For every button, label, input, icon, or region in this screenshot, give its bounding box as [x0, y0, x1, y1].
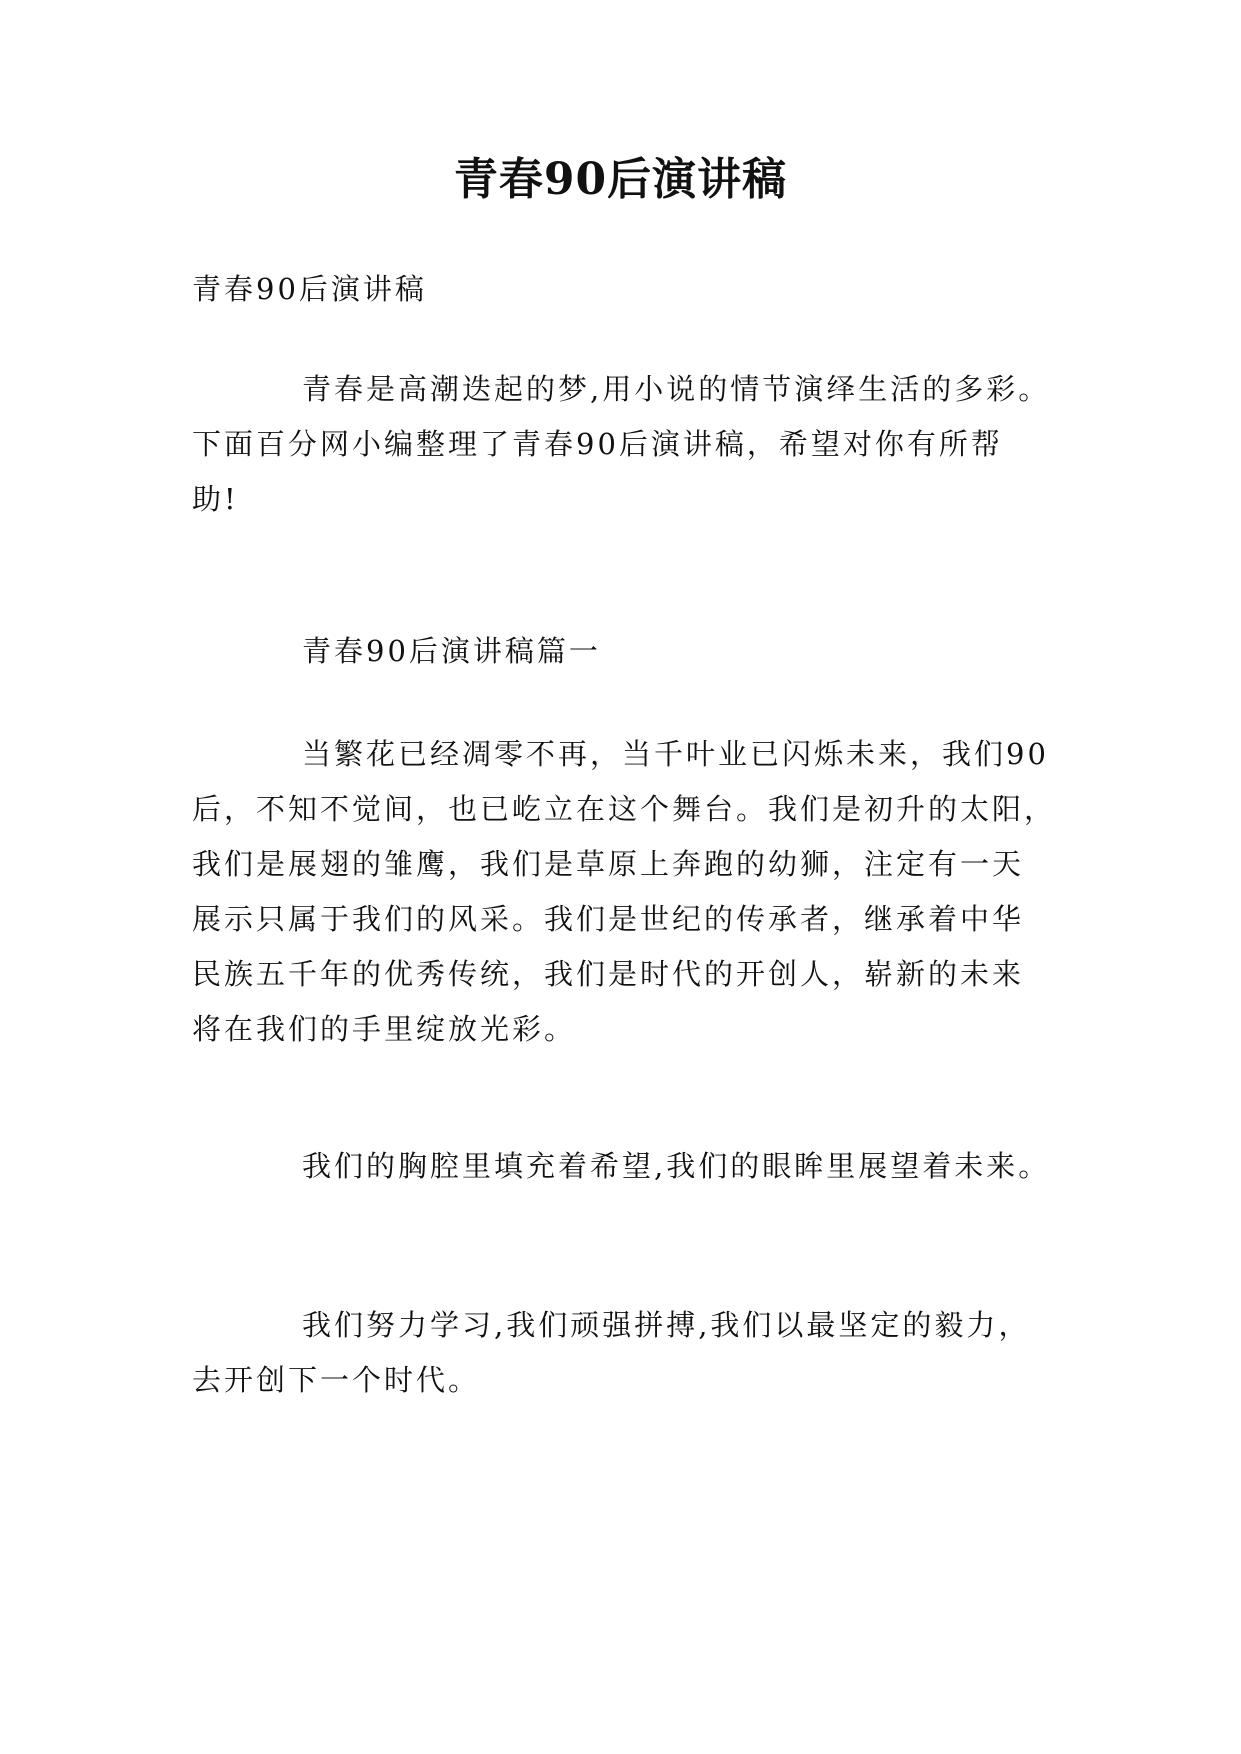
paragraph-3	[192, 1298, 1072, 1408]
document-subtitle	[192, 262, 1072, 317]
subtitle-line: 青春90后演讲稿	[192, 272, 427, 306]
paragraph-1-line-1: 当繁花已经凋零不再，当千叶业已闪烁未来，我们90	[302, 737, 1049, 771]
paragraph-2	[192, 1139, 1072, 1194]
paragraph-1	[192, 727, 1072, 1057]
paragraph-1-line-6: 将在我们的手里绽放光彩。	[192, 1012, 577, 1046]
paragraph-3-line-2: 去开创下一个时代。	[192, 1363, 481, 1397]
document-title: 青春90后演讲稿	[453, 154, 788, 205]
paragraph-3-line-1: 我们努力学习,我们顽强拼搏,我们以最坚定的毅力，	[302, 1308, 1031, 1342]
intro-paragraph	[192, 362, 1072, 527]
paragraph-2-line-1: 我们的胸腔里填充着希望,我们的眼眸里展望着未来。	[302, 1149, 1051, 1183]
paragraph-1-line-4: 展示只属于我们的风采。我们是世纪的传承者，继承着中华	[192, 902, 1025, 936]
paragraph-1-line-2: 后，不知不觉间，也已屹立在这个舞台。我们是初升的太阳，	[192, 792, 1057, 826]
section-heading-text: 青春90后演讲稿篇一	[302, 634, 601, 668]
paragraph-1-line-3: 我们是展翅的雏鹰，我们是草原上奔跑的幼狮，注定有一天	[192, 847, 1025, 881]
intro-line-3: 助!	[192, 482, 239, 516]
section-heading	[192, 624, 1072, 679]
paragraph-1-line-5: 民族五千年的优秀传统，我们是时代的开创人，崭新的未来	[192, 957, 1025, 991]
intro-line-1: 青春是高潮迭起的梦,用小说的情节演绎生活的多彩。	[302, 372, 1051, 406]
intro-line-2: 下面百分网小编整理了青春90后演讲稿，希望对你有所帮	[192, 427, 1003, 461]
